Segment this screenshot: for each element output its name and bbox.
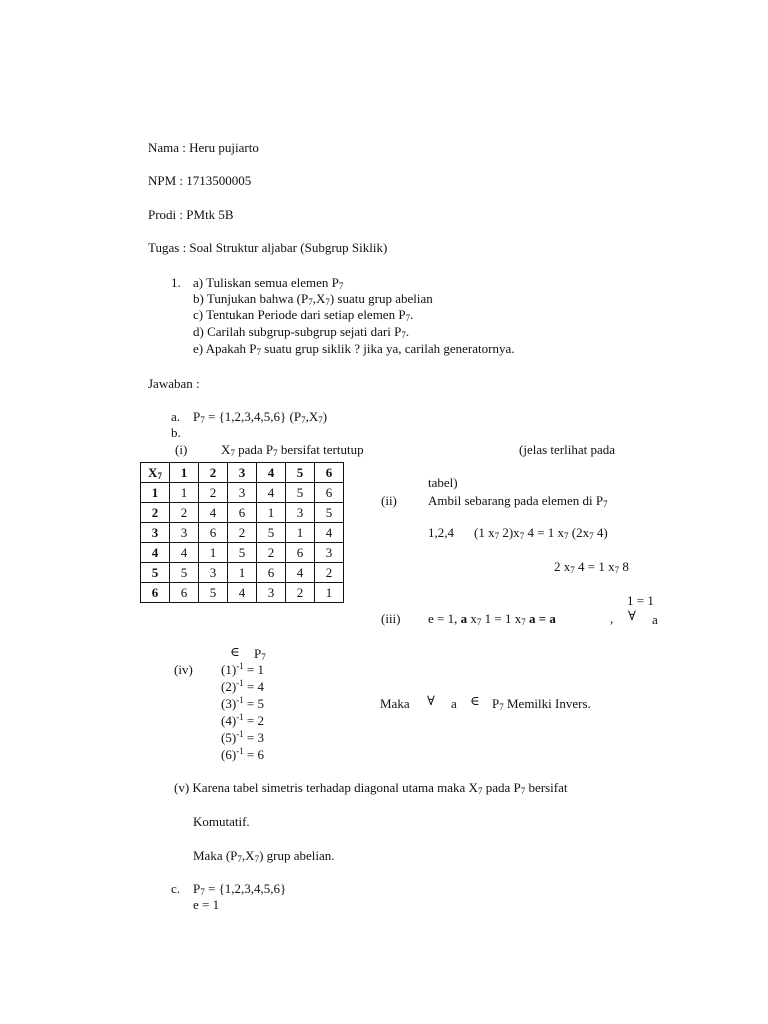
table-cell: 2 [315, 563, 344, 583]
answer-a-text: $P_7 = \{1,2,3,4,5,6\}$ $(P_7,X_7)$ [193, 409, 328, 425]
step-i-text: $X_7$ pada $P_7$ bersifat tertutup [221, 442, 364, 458]
table-row [141, 583, 344, 603]
table-cell: 3 [315, 543, 344, 563]
question-item-a: a) Tuliskan semua elemen $P_7$ [193, 275, 344, 291]
table-header-cell: 4 [257, 463, 286, 483]
table-cell: 4 [228, 583, 257, 603]
nama-line: Nama : Heru pujiarto [148, 140, 259, 155]
table-cell: 1 [315, 583, 344, 603]
table-cell: 4 [170, 543, 199, 563]
table-cell: 3 [286, 503, 315, 523]
table-header-cell: 2 [199, 463, 228, 483]
maka-word: Maka [380, 696, 410, 711]
npm-line: NPM : 1713500005 [148, 173, 252, 188]
table-cell: 4 [286, 563, 315, 583]
table-cell: 2 [286, 583, 315, 603]
step-i-note-cont: tabel) [428, 475, 458, 490]
answer-c-identity: e = 1 [193, 897, 220, 912]
step-ii-assoc-line: (1 $x_7$ $2)x_7$ 4 = 1 $x_7$ ($2x_7$ 4) [474, 525, 608, 541]
table-cell: 3 [199, 563, 228, 583]
step-ii-label: (ii) [381, 493, 397, 508]
forall-symbol: ∀ [427, 693, 435, 708]
answer-heading: Jawaban : [148, 376, 200, 391]
inverse-line: $(4)^{-1} = 2$ [221, 712, 265, 728]
table-cell: 1 [286, 523, 315, 543]
table-cell: 2 [228, 523, 257, 543]
step-ii-assoc-line-2: 2 $x_7$ 4 = 1 $x_7$ 8 [554, 559, 629, 575]
step-i-label: (i) [175, 442, 188, 457]
cayley-table [140, 462, 344, 603]
table-cell: 6 [199, 523, 228, 543]
inverse-line: $(5)^{-1} = 3$ [221, 729, 265, 745]
step-iii-comma: , [610, 611, 614, 626]
question-number: 1. [171, 275, 181, 290]
question-item-c: c) Tentukan Periode dari setiap elemen $P_7$. [193, 307, 414, 323]
question-item-d: d) Carilah subgrup-subgrup sejati dari $P_7$. [193, 324, 410, 340]
table-cell: 4 [315, 523, 344, 543]
question-item-e: e) Apakah $P_7$ suatu grup siklik ? jika ya, carilah generatornya. [193, 341, 515, 357]
table-cell: 5 [170, 563, 199, 583]
table-cell: 6 [170, 583, 199, 603]
step-ii-text: Ambil sebarang pada elemen di $P_7$ [428, 493, 608, 509]
table-header-cell: 5 [286, 463, 315, 483]
element-of-symbol: ∈ [470, 693, 480, 708]
table-cell: 6 [315, 483, 344, 503]
step-iii-label: (iii) [381, 611, 401, 626]
table-header-row [141, 463, 344, 483]
komutatif-text: Komutatif. [193, 814, 250, 829]
table-cell: 3 [228, 483, 257, 503]
table-cell: 2 [170, 503, 199, 523]
abelian-conclusion: Maka $(P_7,X_7)$ grup abelian. [193, 848, 335, 864]
table-cell: 2 [199, 483, 228, 503]
maka-a: a [451, 696, 457, 711]
table-cell: 5 [286, 483, 315, 503]
table-cell: 3 [257, 583, 286, 603]
answer-b-label: b. [171, 425, 181, 440]
answer-c-label: c. [171, 881, 181, 896]
step-iv-label: (iv) [174, 662, 193, 677]
table-row [141, 523, 344, 543]
element-of-symbol: ∈ [230, 644, 240, 659]
table-header-cell: $X_7$ [141, 463, 170, 483]
table-cell: 1 [199, 543, 228, 563]
answer-a-label: a. [171, 409, 181, 424]
table-cell: 1 [170, 483, 199, 503]
inverse-line: $(1)^{-1} = 1$ [221, 661, 265, 677]
table-header-cell: 3 [228, 463, 257, 483]
step-i-note: (jelas terlihat pada [519, 442, 616, 457]
table-cell: 5 [315, 503, 344, 523]
step-ii-assoc-line-3: 1 = 1 [627, 593, 654, 608]
table-row [141, 503, 344, 523]
table-cell: 6 [286, 543, 315, 563]
table-cell: 2 [257, 543, 286, 563]
answer-c-set: $P_7 = \{1,2,3,4,5,6\}$ [193, 881, 287, 897]
step-v-text: (v) Karena tabel simetris terhadap diagonal utama maka $X_7$ pada $P_7$ bersifat [174, 780, 568, 796]
table-cell: 4 [257, 483, 286, 503]
table-cell: 5 [199, 583, 228, 603]
inverse-line: $(6)^{-1} = 6$ [221, 746, 265, 762]
table-row [141, 563, 344, 583]
table-cell: 1 [228, 563, 257, 583]
inverse-line: $(2)^{-1} = 4$ [221, 678, 265, 694]
table-cell: 4 [199, 503, 228, 523]
table-cell: 3 [170, 523, 199, 543]
table-row-header: 1 [141, 483, 170, 503]
table-header-cell: 1 [170, 463, 199, 483]
table-cell: 6 [257, 563, 286, 583]
prodi-line: Prodi : PMtk 5B [148, 207, 234, 222]
table-row-header: 2 [141, 503, 170, 523]
table-cell: 6 [228, 503, 257, 523]
table-cell: 1 [257, 503, 286, 523]
table-cell: 5 [257, 523, 286, 543]
step-iv-set: $P_7$ [254, 646, 266, 662]
table-row-header: 5 [141, 563, 170, 583]
forall-symbol: ∀ [628, 608, 636, 623]
table-row-header: 3 [141, 523, 170, 543]
maka-conclusion: $P_7$ Memilki Invers. [492, 696, 591, 712]
question-item-b: b) Tunjukan bahwa $(P_7,X_7)$ suatu grup abelian [193, 291, 433, 307]
table-header-cell: 6 [315, 463, 344, 483]
table-row-header: 6 [141, 583, 170, 603]
table-row [141, 543, 344, 563]
table-row [141, 483, 344, 503]
tugas-line: Tugas : Soal Struktur aljabar (Subgrup Siklik) [148, 240, 388, 255]
table-cell: 5 [228, 543, 257, 563]
step-iii-a: a [652, 612, 658, 627]
table-row-header: 4 [141, 543, 170, 563]
step-ii-elements: 1,2,4 [428, 525, 454, 540]
step-iii-identity: e = 1, a $x_7$ 1 = 1 $x_7$ a = a [428, 611, 556, 627]
inverse-line: $(3)^{-1} = 5$ [221, 695, 265, 711]
